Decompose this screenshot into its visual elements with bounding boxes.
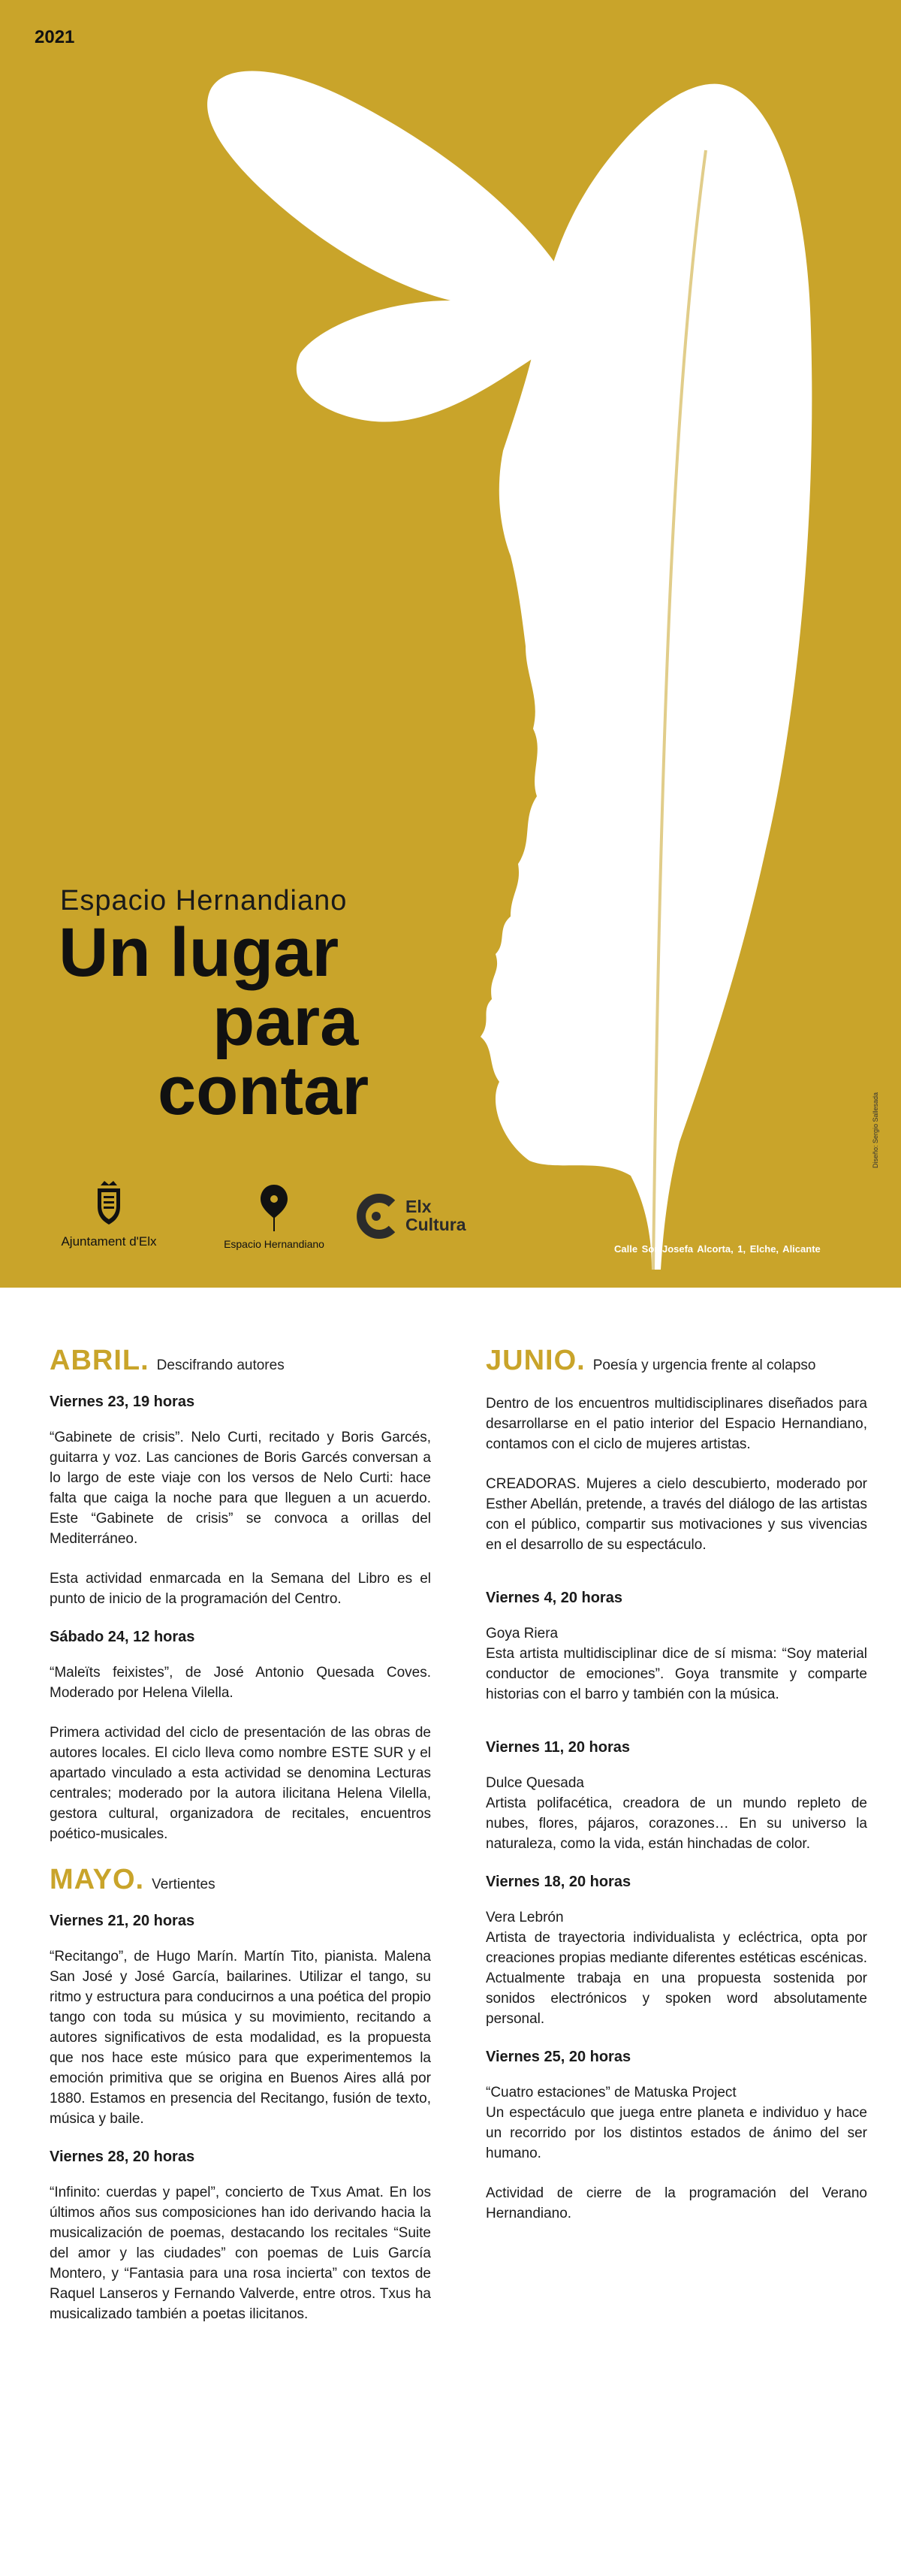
event-date: Viernes 25, 20 horas <box>486 2049 631 2065</box>
location-pin-icon <box>259 1183 289 1233</box>
venue-subtitle: Espacio Hernandiano <box>60 885 348 917</box>
event-description: Esta artista multidisciplinar dice de sí misma: “Soy material conductor de emociones”. Goya transmite y comparte historias con el barro y también con la música. <box>486 1646 867 1702</box>
event-date: Sábado 24, 12 horas <box>50 1629 195 1645</box>
year-label: 2021 <box>35 27 75 47</box>
section-intro: CREADORAS. Mujeres a cielo descubierto, moderado por Esther Abellán, pretende, a través del diálogo de las artistas con el público, compartir sus motivaciones y sus vivencias en el desarrollo de su espectáculo. <box>486 1476 867 1553</box>
espacio-label: Espacio Hernandiano <box>224 1238 324 1250</box>
event-description: Un espectáculo que juega entre planeta e individuo y hace un recorrido por los distintos estados de ánimo del ser humano. <box>486 2105 867 2161</box>
abril-tag: Descifrando autores <box>156 1357 285 1373</box>
event-description: “Recitango”, de Hugo Marín. Martín Tito, pianista. Malena San José y José García, bailarines. Utilizar el tango, su ritmo y estructura para conducirnos a una poética del propio tango con toda su música y su movimiento, recitando a autores significativos de esta modalidad, es la propuesta que nos hace este músico para que experimentemos la emoción primitiva que se origina en Buenos Aires allá por 1880. Estamos en presencia del Recitango, fusión de texto, música y baile. <box>50 1949 431 2127</box>
espacio-hernandiano-logo <box>210 1183 338 1250</box>
event-description: Artista polifacética, creadora de un mundo repleto de nubes, flores, pájaros, corazones… En su universo la naturaleza, como la vida, están hinchadas de color. <box>486 1795 867 1852</box>
cultura-line-2: Cultura <box>405 1215 466 1234</box>
event-date: Viernes 23, 19 horas <box>50 1394 195 1410</box>
artist-name: Goya Riera <box>486 1626 559 1641</box>
artist-name: Dulce Quesada <box>486 1775 584 1791</box>
junio-month: JUNIO. <box>486 1345 586 1376</box>
program-right-column <box>486 1345 867 2243</box>
design-credit: Diseño: Sergio Sallesada <box>872 1092 879 1168</box>
event-description: Primera actividad del ciclo de presentación de las obras de autores locales. El ciclo lleva como nombre ESTE SUR y el apartado vinculado a esta actividad se denomina Lecturas centrales; moderado por la autora ilicitana Helena Vilella, gestora cultural, organizadora de recitales, encuentros poético-musicales. <box>50 1725 431 1842</box>
abril-header <box>50 1345 431 1377</box>
event-description: Artista de trayectoria individualista y ecléctrica, opta por creaciones propias mediante diferentes estéticas escénicas. Actualmente trabaja en una propuesta sostenida por sonidos electrónicos y spoken word absolutamente personal. <box>486 1930 867 2027</box>
event-date: Viernes 21, 20 horas <box>50 1913 195 1929</box>
event-date: Viernes 28, 20 horas <box>50 2149 195 2165</box>
section-intro: Dentro de los encuentros multidisciplinares diseñados para desarrollarse en el patio interior del Espacio Hernandiano, contamos con el ciclo de mujeres artistas. <box>486 1396 867 1452</box>
elx-cultura-logo <box>353 1193 488 1238</box>
ajuntament-label: Ajuntament d'Elx <box>61 1234 157 1249</box>
event-description: Esta actividad enmarcada en la Semana del Libro es el punto de inicio de la programación del Centro. <box>50 1571 431 1607</box>
title-line-1: Un lugar <box>59 914 339 991</box>
mayo-header <box>50 1864 431 1896</box>
mayo-month: MAYO. <box>50 1864 145 1895</box>
poster-title <box>59 914 369 1129</box>
event-description: “Maleïts feixistes”, de José Antonio Quesada Coves. Moderado por Helena Vilella. <box>50 1665 431 1701</box>
cultura-line-1: Elx <box>405 1197 432 1216</box>
program-left-column <box>50 1345 431 2344</box>
abril-month: ABRIL. <box>50 1345 149 1376</box>
cultura-wordmark <box>405 1197 466 1234</box>
junio-header <box>486 1345 867 1377</box>
event-date: Viernes 4, 20 horas <box>486 1590 622 1606</box>
event-date: Viernes 18, 20 horas <box>486 1874 631 1890</box>
junio-tag: Poesía y urgencia frente al colapso <box>592 1357 816 1373</box>
event-description: “Gabinete de crisis”. Nelo Curti, recitado y Boris Garcés, guitarra y voz. Las canciones de Boris Garcés conversan a lo largo de este viaje con los versos de Nelo Curti: hace falta que caiga la noche para que lleguen a un acuerdo. Este “Gabinete de crisis” se convoca a orillas del Mediterráneo. <box>50 1430 431 1547</box>
coat-of-arms-icon <box>92 1179 126 1226</box>
artist-name: Vera Lebrón <box>486 1910 564 1925</box>
cultura-c-icon <box>353 1193 399 1240</box>
mayo-tag: Vertientes <box>152 1877 215 1892</box>
artist-name: “Cuatro estaciones” de Matuska Project <box>486 2085 737 2100</box>
title-line-2: para <box>212 983 359 1060</box>
venue-address: Calle Sor Josefa Alcorta, 1, Elche, Alicante <box>614 1243 821 1255</box>
event-description: Actividad de cierre de la programación del Verano Hernandiano. <box>486 2185 867 2221</box>
title-line-3: contar <box>158 1052 369 1129</box>
event-date: Viernes 11, 20 horas <box>486 1739 630 1756</box>
ajuntament-logo <box>45 1179 173 1249</box>
event-description: “Infinito: cuerdas y papel”, concierto de Txus Amat. En los últimos años sus composiciones han ido derivando hacia la musicalización de poemas, destacando los recitales “Suite del amor y las ciudades” con poemas de Luis García Montero, y “Fantasia para una rosa incierta” con textos de Raquel Lanseros y Fernando Valverde, entre otros. Txus ha musicalizado también a poetas ilicitanos. <box>50 2185 431 2322</box>
